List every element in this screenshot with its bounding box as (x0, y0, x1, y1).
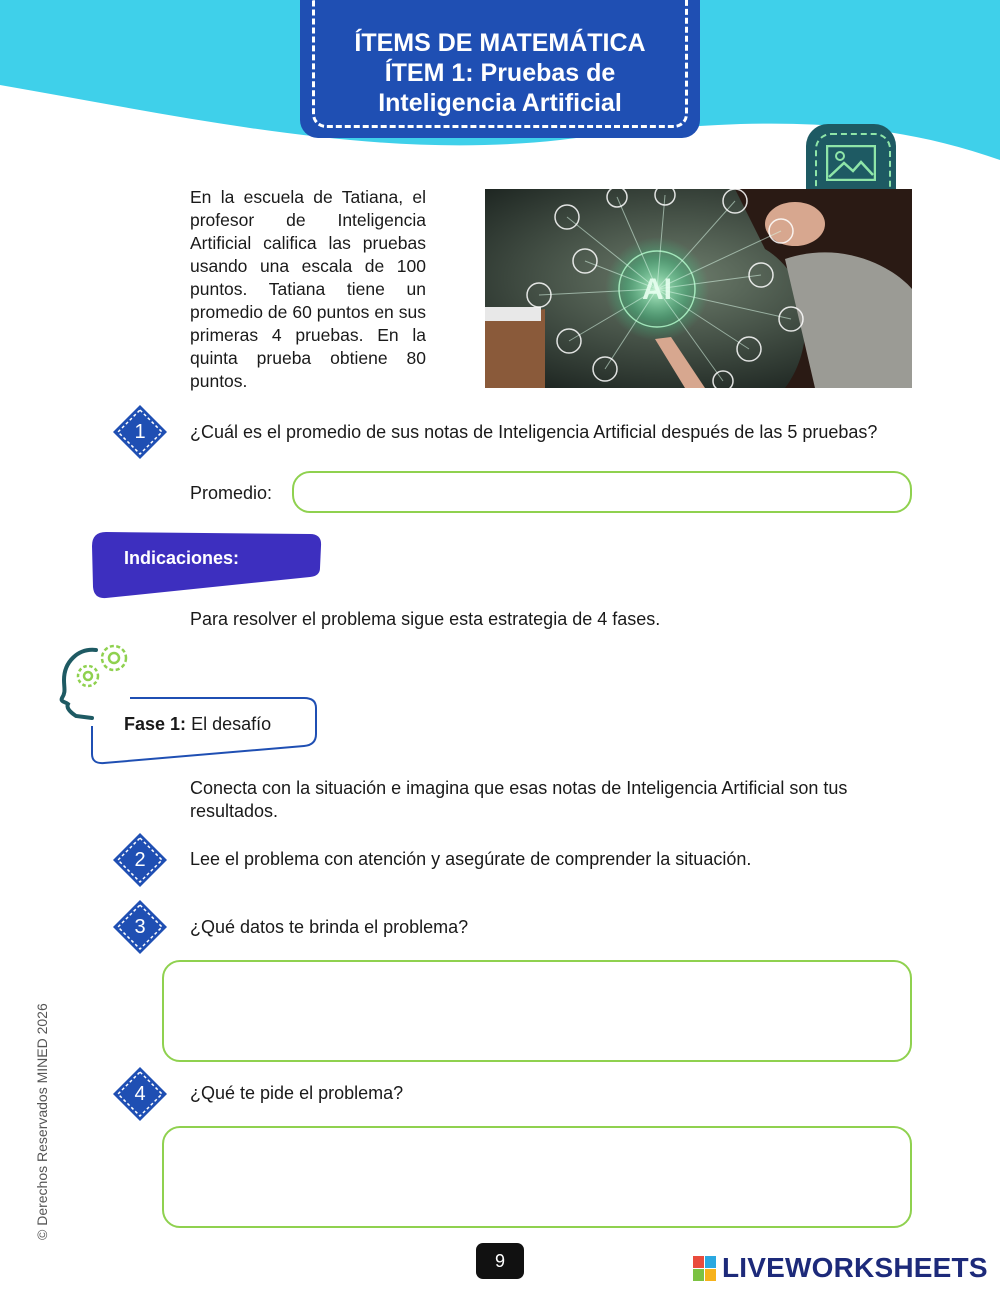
question-1-text: ¿Cuál es el promedio de sus notas de Inteligencia Artificial después de las 5 pruebas? (190, 422, 878, 442)
pide-answer-box[interactable] (162, 1126, 912, 1228)
question-3-text: ¿Qué datos te brinda el problema? (190, 917, 469, 937)
indicaciones-label: Indicaciones: (124, 548, 240, 568)
datos-answer-box[interactable] (162, 960, 912, 1062)
question-4-text: ¿Qué te pide el problema? (190, 1083, 404, 1103)
question-2-text: Lee el problema con atención y asegúrate de comprender la situación. (190, 849, 752, 869)
intro-paragraph: En la escuela de Tatiana, el profesor de Inteligencia Artificial califica las pruebas usando una escala de 100 puntos. Tatiana tiene un promedio de 60 puntos en sus primeras 4 pruebas. En la quinta prueba obtiene 80 puntos. (190, 187, 426, 391)
promedio-input[interactable] (292, 471, 912, 513)
liveworksheets-logo-icon (693, 1254, 717, 1284)
number-2: 2 (134, 849, 146, 871)
title-line-1: ÍTEMS DE MATEMÁTICA (354, 29, 646, 57)
fase-1-name: El desafío (191, 714, 272, 734)
fase-1-title (124, 714, 271, 735)
title-line-2: ÍTEM 1: Pruebas de (384, 59, 616, 87)
number-4: 4 (134, 1083, 146, 1105)
liveworksheets-brand[interactable]: LIVEWORKSHEETS (722, 1252, 988, 1283)
number-1: 1 (134, 421, 146, 443)
image-icon (826, 145, 876, 181)
page-title (300, 28, 700, 118)
promedio-label: Promedio: (190, 483, 273, 503)
ai-photo (485, 189, 912, 388)
fase-1-text: Conecta con la situación e imagina que esas notas de Inteligencia Artificial son tus resultados. (190, 778, 848, 821)
image-badge (806, 124, 896, 190)
copyright-text: © Derechos Reservados MINED 2026 (34, 1003, 50, 1240)
photo-ai-label: AI (642, 273, 672, 306)
title-line-3: Inteligencia Artificial (378, 89, 622, 117)
fase-1-label: Fase 1: (124, 714, 187, 734)
page-number: 9 (476, 1243, 524, 1279)
indicaciones-text: Para resolver el problema sigue esta estrategia de 4 fases. (190, 609, 661, 629)
number-3: 3 (134, 916, 146, 938)
